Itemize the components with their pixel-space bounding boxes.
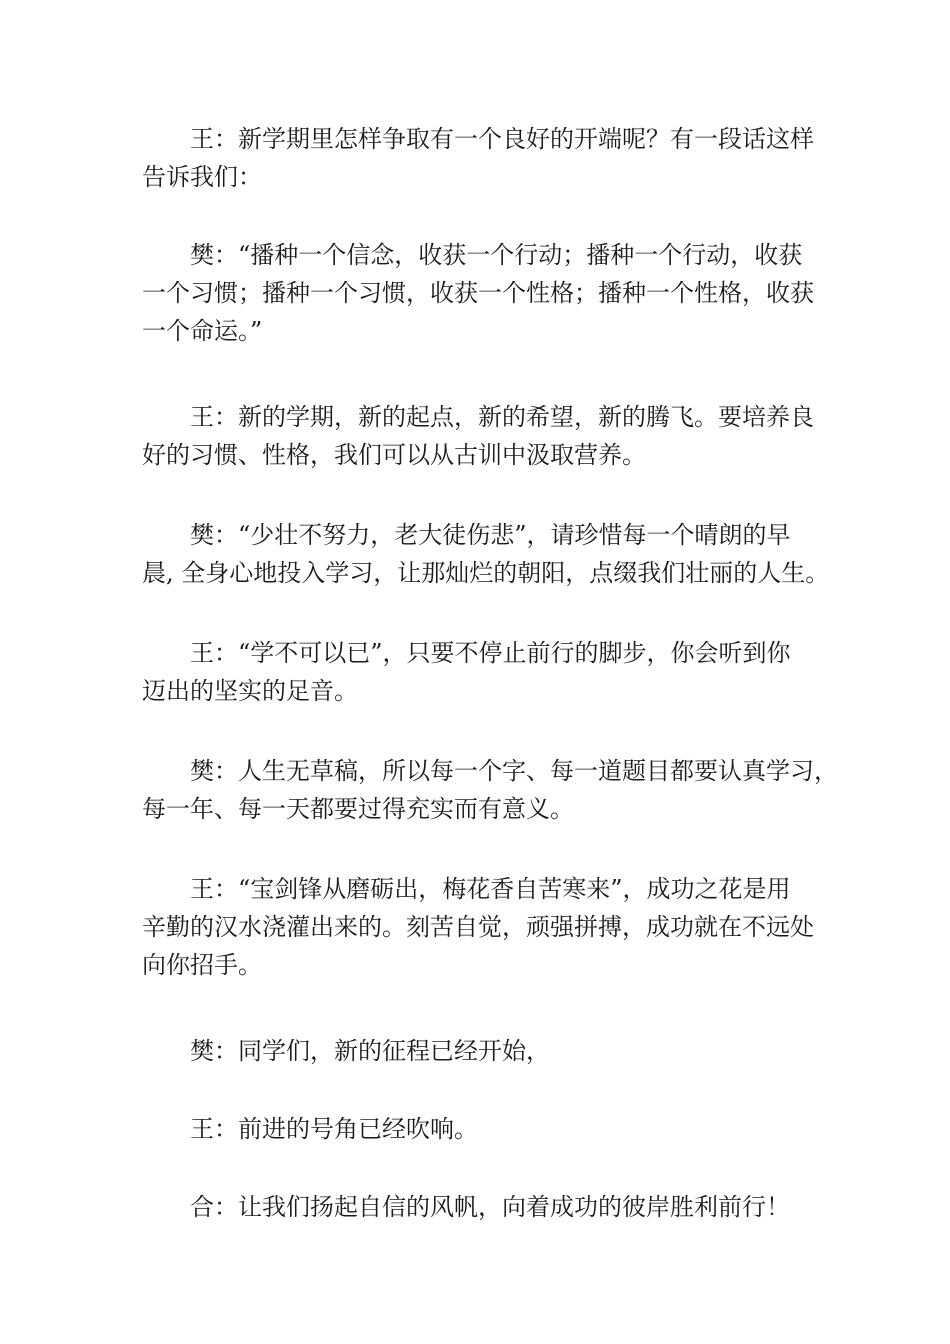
paragraph-line: 告诉我们： (142, 163, 262, 191)
paragraph-line: 一个习惯；播种一个习惯，收获一个性格；播种一个性格，收获 (142, 279, 814, 307)
paragraph-wang-3 (142, 634, 802, 710)
paragraph-line: 每一年、每一天都要过得充实而有意义。 (142, 795, 574, 823)
paragraph-line: 樊：“播种一个信念，收获一个行动；播种一个行动，收获 (190, 241, 803, 269)
paragraph-line: 一个命运。” (142, 317, 263, 345)
paragraph-wang-5 (142, 1110, 802, 1148)
paragraph-line: 好的习惯、性格，我们可以从古训中汲取营养。 (142, 441, 646, 469)
paragraph-together (142, 1188, 802, 1226)
paragraph-wang-1 (142, 120, 814, 196)
paragraph-wang-2 (142, 398, 814, 474)
paragraph-line: 向你招手。 (142, 951, 262, 979)
paragraph-line: 樊：人生无草稿，所以每一个字、每一道题目都要认真学习， (190, 757, 838, 785)
paragraph-fan-3 (142, 752, 838, 828)
paragraph-line: 王：新的学期，新的起点，新的希望，新的腾飞。要培养良 (190, 403, 814, 431)
paragraph-line: 王：“宝剑锋从磨砺出，梅花香自苦寒来”，成功之花是用 (190, 875, 791, 903)
paragraph-line: 迈出的坚实的足音。 (142, 677, 358, 705)
paragraph-line: 王：“学不可以已”，只要不停止前行的脚步，你会听到你 (190, 639, 791, 667)
paragraph-line: 合：让我们扬起自信的风帆，向着成功的彼岸胜利前行！ (190, 1193, 790, 1221)
paragraph-line: 王：前进的号角已经吹响。 (190, 1115, 478, 1143)
paragraph-line: 辛勤的汉水浇灌出来的。刻苦自觉，顽强拼搏，成功就在不远处 (142, 913, 814, 941)
paragraph-line: 樊：“少壮不努力，老大徒伤悲”，请珍惜每一个晴朗的早 (190, 521, 791, 549)
paragraph-fan-1 (142, 236, 814, 350)
paragraph-line: 王：新学期里怎样争取有一个良好的开端呢？有一段话这样 (190, 125, 814, 153)
paragraph-fan-2 (142, 516, 830, 592)
paragraph-wang-4 (142, 870, 814, 984)
paragraph-line: 晨, 全身心地投入学习，让那灿烂的朝阳，点缀我们壮丽的人生。 (142, 559, 830, 587)
paragraph-line: 樊：同学们，新的征程已经开始， (190, 1037, 550, 1065)
paragraph-fan-4 (142, 1032, 802, 1070)
